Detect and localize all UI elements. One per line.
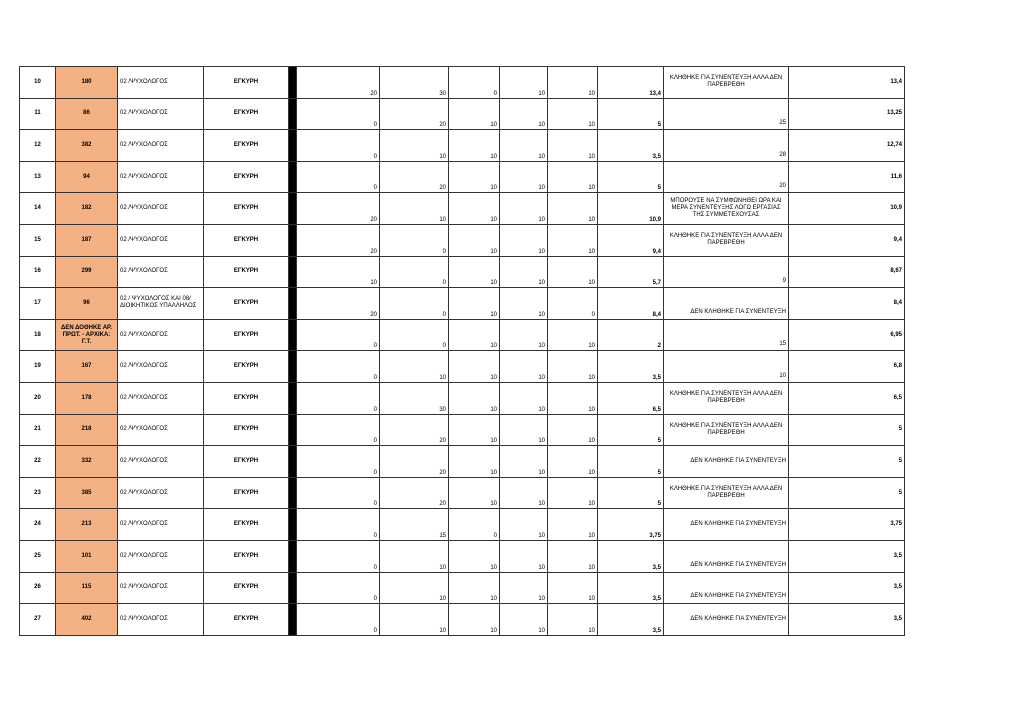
score-total: 6,5 <box>598 382 664 414</box>
score-3: 10 <box>449 319 500 351</box>
specialty: 02 /ΨΥΧΟΛΟΓΟΣ <box>118 351 204 383</box>
application-status: ΕΓΚΥΡΗ <box>204 193 289 225</box>
interview-note: ΚΛΗΘΗΚΕ ΓΙΑ ΣΥΝΕΝΤΕΥΞΗ ΑΛΛΑ ΔΕΝ ΠΑΡΕΒΡΕΘΗ <box>664 414 789 446</box>
final-score: 3,5 <box>789 572 905 604</box>
score-2: 0 <box>380 224 449 256</box>
final-score: 8,4 <box>789 288 905 320</box>
score-2: 0 <box>380 288 449 320</box>
interview-note: ΚΛΗΘΗΚΕ ΓΙΑ ΣΥΝΕΝΤΕΥΞΗ ΑΛΛΑ ΔΕΝ ΠΑΡΕΒΡΕΘΗ <box>664 382 789 414</box>
score-3: 10 <box>449 224 500 256</box>
score-4: 10 <box>500 540 548 572</box>
score-total: 5 <box>598 414 664 446</box>
row-number: 21 <box>20 414 56 446</box>
row-number: 13 <box>20 161 56 193</box>
score-5: 10 <box>548 604 598 636</box>
protocol-number: 218 <box>56 414 118 446</box>
score-5: 10 <box>548 540 598 572</box>
column-divider <box>289 161 297 193</box>
score-3: 0 <box>449 67 500 99</box>
application-status: ΕΓΚΥΡΗ <box>204 319 289 351</box>
score-5: 10 <box>548 382 598 414</box>
score-5: 10 <box>548 477 598 509</box>
specialty: 02 /ΨΥΧΟΛΟΓΟΣ <box>118 161 204 193</box>
column-divider <box>289 509 297 541</box>
specialty: 02 /ΨΥΧΟΛΟΓΟΣ <box>118 319 204 351</box>
protocol-number: 180 <box>56 67 118 99</box>
row-number: 20 <box>20 382 56 414</box>
application-status: ΕΓΚΥΡΗ <box>204 414 289 446</box>
row-number: 12 <box>20 130 56 162</box>
score-1: 0 <box>297 414 380 446</box>
application-status: ΕΓΚΥΡΗ <box>204 67 289 99</box>
score-5: 10 <box>548 161 598 193</box>
interview-note: 10 <box>664 351 789 383</box>
score-3: 10 <box>449 572 500 604</box>
column-divider <box>289 604 297 636</box>
protocol-number: 385 <box>56 477 118 509</box>
final-score: 5 <box>789 477 905 509</box>
application-status: ΕΓΚΥΡΗ <box>204 130 289 162</box>
column-divider <box>289 351 297 383</box>
score-5: 10 <box>548 193 598 225</box>
specialty: 02 /ΨΥΧΟΛΟΓΟΣ <box>118 446 204 478</box>
score-2: 20 <box>380 414 449 446</box>
table-row <box>20 414 905 446</box>
interview-note: ΔΕΝ ΚΛΗΘΗΚΕ ΓΙΑ ΣΥΝΕΝΤΕΥΞΗ <box>664 604 789 636</box>
application-status: ΕΓΚΥΡΗ <box>204 288 289 320</box>
protocol-number: 402 <box>56 604 118 636</box>
score-4: 10 <box>500 414 548 446</box>
row-number: 23 <box>20 477 56 509</box>
final-score: 5 <box>789 414 905 446</box>
specialty: 02 /ΨΥΧΟΛΟΓΟΣ <box>118 604 204 636</box>
score-1: 0 <box>297 446 380 478</box>
row-number: 15 <box>20 224 56 256</box>
score-1: 20 <box>297 224 380 256</box>
score-1: 0 <box>297 98 380 130</box>
column-divider <box>289 414 297 446</box>
score-4: 10 <box>500 256 548 288</box>
results-table <box>19 66 905 636</box>
table-row <box>20 572 905 604</box>
score-total: 10,9 <box>598 193 664 225</box>
specialty: 02 /ΨΥΧΟΛΟΓΟΣ <box>118 98 204 130</box>
score-1: 0 <box>297 540 380 572</box>
application-status: ΕΓΚΥΡΗ <box>204 572 289 604</box>
column-divider <box>289 193 297 225</box>
score-3: 10 <box>449 256 500 288</box>
final-score: 13,4 <box>789 67 905 99</box>
score-2: 0 <box>380 256 449 288</box>
score-3: 10 <box>449 98 500 130</box>
score-5: 10 <box>548 572 598 604</box>
table-row <box>20 604 905 636</box>
interview-note: 9 <box>664 256 789 288</box>
protocol-number: 213 <box>56 509 118 541</box>
interview-note: 25 <box>664 98 789 130</box>
score-4: 10 <box>500 477 548 509</box>
table-row <box>20 256 905 288</box>
table-row <box>20 540 905 572</box>
score-5: 0 <box>548 288 598 320</box>
specialty: 02 /ΨΥΧΟΛΟΓΟΣ <box>118 224 204 256</box>
table-row <box>20 288 905 320</box>
application-status: ΕΓΚΥΡΗ <box>204 604 289 636</box>
score-3: 10 <box>449 351 500 383</box>
protocol-number: 332 <box>56 446 118 478</box>
score-4: 10 <box>500 572 548 604</box>
protocol-number: 187 <box>56 224 118 256</box>
score-5: 10 <box>548 351 598 383</box>
row-number: 14 <box>20 193 56 225</box>
score-1: 20 <box>297 193 380 225</box>
specialty: 02 /ΨΥΧΟΛΟΓΟΣ <box>118 193 204 225</box>
score-2: 20 <box>380 98 449 130</box>
protocol-number: 94 <box>56 161 118 193</box>
column-divider <box>289 446 297 478</box>
final-score: 5 <box>789 446 905 478</box>
score-4: 10 <box>500 161 548 193</box>
specialty: 02 /ΨΥΧΟΛΟΓΟΣ <box>118 256 204 288</box>
score-total: 3,5 <box>598 351 664 383</box>
score-1: 0 <box>297 130 380 162</box>
interview-note: 20 <box>664 161 789 193</box>
score-2: 30 <box>380 67 449 99</box>
final-score: 8,67 <box>789 256 905 288</box>
protocol-number: 86 <box>56 98 118 130</box>
score-1: 0 <box>297 161 380 193</box>
score-total: 3,5 <box>598 572 664 604</box>
score-1: 20 <box>297 67 380 99</box>
score-1: 0 <box>297 319 380 351</box>
table-row <box>20 130 905 162</box>
score-1: 0 <box>297 572 380 604</box>
score-3: 10 <box>449 446 500 478</box>
score-2: 10 <box>380 193 449 225</box>
interview-note: 15 <box>664 319 789 351</box>
specialty: 02 /ΨΥΧΟΛΟΓΟΣ <box>118 572 204 604</box>
score-5: 10 <box>548 446 598 478</box>
final-score: 10,9 <box>789 193 905 225</box>
column-divider <box>289 288 297 320</box>
application-status: ΕΓΚΥΡΗ <box>204 224 289 256</box>
score-3: 10 <box>449 161 500 193</box>
interview-note: ΜΠΟΡΟΥΣΕ ΝΑ ΣΥΜΦΩΝΗΘΕΙ ΩΡΑ ΚΑΙ ΜΕΡΑ ΣΥΝΕΝΤΕΥΞΗΣ ΛΟΓΩ ΕΡΓΑΣΙΑΣ ΤΗΣ ΣΥΜΜΕΤΕΧΟΥΣΑΣ <box>664 193 789 225</box>
score-1: 0 <box>297 477 380 509</box>
row-number: 17 <box>20 288 56 320</box>
score-2: 20 <box>380 446 449 478</box>
score-total: 2 <box>598 319 664 351</box>
score-total: 3,5 <box>598 540 664 572</box>
protocol-number: ΔΕΝ ΔΟΘΗΚΕ ΑΡ. ΠΡΩΤ. - ΑΡΧΙΚΑ: Γ.Τ. <box>56 319 118 351</box>
column-divider <box>289 67 297 99</box>
score-2: 10 <box>380 604 449 636</box>
score-3: 10 <box>449 414 500 446</box>
score-4: 10 <box>500 446 548 478</box>
score-2: 30 <box>380 382 449 414</box>
score-4: 10 <box>500 382 548 414</box>
score-3: 10 <box>449 604 500 636</box>
score-total: 5 <box>598 161 664 193</box>
score-4: 10 <box>500 604 548 636</box>
score-5: 10 <box>548 509 598 541</box>
interview-note: ΔΕΝ ΚΛΗΘΗΚΕ ΓΙΑ ΣΥΝΕΝΤΕΥΞΗ <box>664 509 789 541</box>
score-4: 10 <box>500 67 548 99</box>
score-1: 0 <box>297 382 380 414</box>
application-status: ΕΓΚΥΡΗ <box>204 446 289 478</box>
score-2: 10 <box>380 130 449 162</box>
row-number: 22 <box>20 446 56 478</box>
score-5: 10 <box>548 130 598 162</box>
table-row <box>20 446 905 478</box>
score-2: 20 <box>380 161 449 193</box>
score-3: 0 <box>449 509 500 541</box>
score-total: 5,7 <box>598 256 664 288</box>
application-status: ΕΓΚΥΡΗ <box>204 98 289 130</box>
score-1: 10 <box>297 256 380 288</box>
score-2: 0 <box>380 319 449 351</box>
score-total: 5 <box>598 446 664 478</box>
final-score: 6,5 <box>789 382 905 414</box>
score-2: 15 <box>380 509 449 541</box>
protocol-number: 299 <box>56 256 118 288</box>
specialty: 02 /ΨΥΧΟΛΟΓΟΣ <box>118 130 204 162</box>
column-divider <box>289 98 297 130</box>
final-score: 11,6 <box>789 161 905 193</box>
score-5: 10 <box>548 67 598 99</box>
final-score: 6,8 <box>789 351 905 383</box>
score-1: 0 <box>297 604 380 636</box>
table-row <box>20 477 905 509</box>
application-status: ΕΓΚΥΡΗ <box>204 351 289 383</box>
row-number: 27 <box>20 604 56 636</box>
score-5: 10 <box>548 224 598 256</box>
score-5: 10 <box>548 256 598 288</box>
column-divider <box>289 572 297 604</box>
protocol-number: 182 <box>56 193 118 225</box>
column-divider <box>289 256 297 288</box>
column-divider <box>289 382 297 414</box>
final-score: 12,74 <box>789 130 905 162</box>
final-score: 3,75 <box>789 509 905 541</box>
table-row <box>20 161 905 193</box>
protocol-number: 96 <box>56 288 118 320</box>
protocol-number: 167 <box>56 351 118 383</box>
table-row <box>20 382 905 414</box>
score-5: 10 <box>548 98 598 130</box>
column-divider <box>289 224 297 256</box>
score-2: 10 <box>380 540 449 572</box>
specialty: 02 /ΨΥΧΟΛΟΓΟΣ <box>118 414 204 446</box>
score-total: 13,4 <box>598 67 664 99</box>
score-total: 8,4 <box>598 288 664 320</box>
interview-note: ΚΛΗΘΗΚΕ ΓΙΑ ΣΥΝΕΝΤΕΥΞΗ ΑΛΛΑ ΔΕΝ ΠΑΡΕΒΡΕΘΗ <box>664 67 789 99</box>
column-divider <box>289 477 297 509</box>
table-row <box>20 509 905 541</box>
application-status: ΕΓΚΥΡΗ <box>204 509 289 541</box>
score-total: 5 <box>598 477 664 509</box>
row-number: 10 <box>20 67 56 99</box>
row-number: 25 <box>20 540 56 572</box>
column-divider <box>289 130 297 162</box>
row-number: 16 <box>20 256 56 288</box>
application-status: ΕΓΚΥΡΗ <box>204 256 289 288</box>
specialty: 02 /ΨΥΧΟΛΟΓΟΣ <box>118 477 204 509</box>
interview-note: ΔΕΝ ΚΛΗΘΗΚΕ ΓΙΑ ΣΥΝΕΝΤΕΥΞΗ <box>664 572 789 604</box>
final-score: 9,4 <box>789 224 905 256</box>
final-score: 3,5 <box>789 604 905 636</box>
score-3: 10 <box>449 382 500 414</box>
interview-note: ΚΛΗΘΗΚΕ ΓΙΑ ΣΥΝΕΝΤΕΥΞΗ ΑΛΛΑ ΔΕΝ ΠΑΡΕΒΡΕΘΗ <box>664 224 789 256</box>
score-total: 5 <box>598 98 664 130</box>
score-2: 10 <box>380 351 449 383</box>
score-3: 10 <box>449 193 500 225</box>
protocol-number: 115 <box>56 572 118 604</box>
score-4: 10 <box>500 351 548 383</box>
score-2: 20 <box>380 477 449 509</box>
score-4: 10 <box>500 319 548 351</box>
interview-note: ΔΕΝ ΚΛΗΘΗΚΕ ΓΙΑ ΣΥΝΕΝΤΕΥΞΗ <box>664 446 789 478</box>
row-number: 18 <box>20 319 56 351</box>
application-status: ΕΓΚΥΡΗ <box>204 477 289 509</box>
score-5: 10 <box>548 319 598 351</box>
column-divider <box>289 319 297 351</box>
application-status: ΕΓΚΥΡΗ <box>204 540 289 572</box>
score-1: 20 <box>297 288 380 320</box>
row-number: 19 <box>20 351 56 383</box>
interview-note: ΔΕΝ ΚΛΗΘΗΚΕ ΓΙΑ ΣΥΝΕΝΤΕΥΞΗ <box>664 288 789 320</box>
row-number: 24 <box>20 509 56 541</box>
table-row <box>20 67 905 99</box>
table-row <box>20 319 905 351</box>
interview-note: 28 <box>664 130 789 162</box>
score-4: 10 <box>500 193 548 225</box>
table-row <box>20 224 905 256</box>
application-status: ΕΓΚΥΡΗ <box>204 382 289 414</box>
specialty: 02 /ΨΥΧΟΛΟΓΟΣ <box>118 382 204 414</box>
row-number: 11 <box>20 98 56 130</box>
interview-note: ΚΛΗΘΗΚΕ ΓΙΑ ΣΥΝΕΝΤΕΥΞΗ ΑΛΛΑ ΔΕΝ ΠΑΡΕΒΡΕΘΗ <box>664 477 789 509</box>
score-4: 10 <box>500 288 548 320</box>
specialty: 02 /ΨΥΧΟΛΟΓΟΣ <box>118 540 204 572</box>
score-total: 3,5 <box>598 130 664 162</box>
protocol-number: 178 <box>56 382 118 414</box>
score-3: 10 <box>449 288 500 320</box>
final-score: 13,25 <box>789 98 905 130</box>
score-2: 10 <box>380 572 449 604</box>
final-score: 3,5 <box>789 540 905 572</box>
score-total: 9,4 <box>598 224 664 256</box>
score-1: 0 <box>297 509 380 541</box>
specialty: 02 / ΨΥΧΟΛΟΓΟΣ ΚΑΙ 08/ΔΙΟΙΚΗΤΙΚΟΣ ΥΠΑΛΛΗΛΟΣ <box>118 288 204 320</box>
final-score: 6,95 <box>789 319 905 351</box>
score-4: 10 <box>500 224 548 256</box>
score-3: 10 <box>449 540 500 572</box>
column-divider <box>289 540 297 572</box>
specialty: 02 /ΨΥΧΟΛΟΓΟΣ <box>118 67 204 99</box>
score-total: 3,75 <box>598 509 664 541</box>
interview-note: ΔΕΝ ΚΛΗΘΗΚΕ ΓΙΑ ΣΥΝΕΝΤΕΥΞΗ <box>664 540 789 572</box>
score-3: 10 <box>449 130 500 162</box>
score-4: 10 <box>500 130 548 162</box>
specialty: 02 /ΨΥΧΟΛΟΓΟΣ <box>118 509 204 541</box>
score-5: 10 <box>548 414 598 446</box>
score-total: 3,5 <box>598 604 664 636</box>
score-1: 0 <box>297 351 380 383</box>
score-3: 10 <box>449 477 500 509</box>
protocol-number: 382 <box>56 130 118 162</box>
score-4: 10 <box>500 509 548 541</box>
table-row <box>20 351 905 383</box>
protocol-number: 101 <box>56 540 118 572</box>
table-row <box>20 193 905 225</box>
score-4: 10 <box>500 98 548 130</box>
table-row <box>20 98 905 130</box>
application-status: ΕΓΚΥΡΗ <box>204 161 289 193</box>
row-number: 26 <box>20 572 56 604</box>
